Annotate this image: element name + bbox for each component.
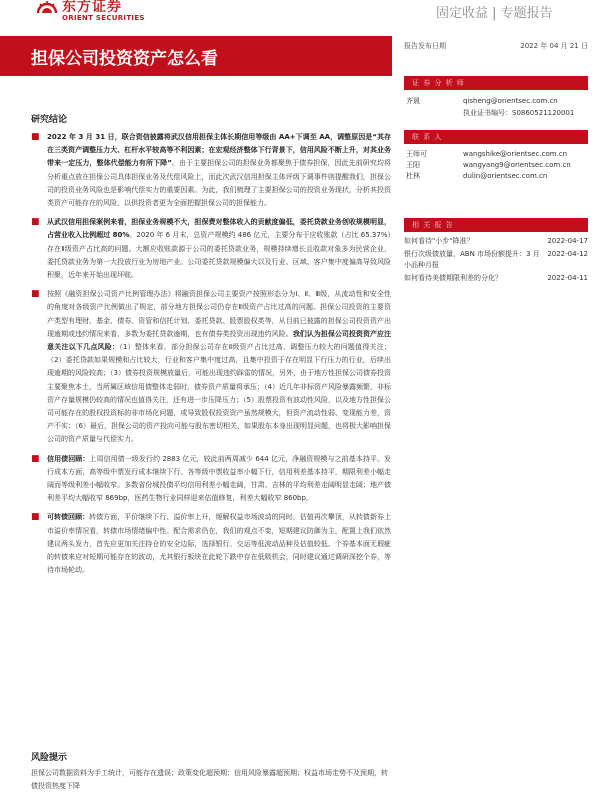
summary-paragraph-4: ■ 信用债回顾：上周信用债一级发行约 2883 亿元，较此前两周减少 644 亿元，净融资规模与之前基本持平。发行成本方面，高等级中票发行成本继续下行。各等级中票收益率小幅下行，信用利差基本持平，期限利差小幅走阔而等级利差小幅收窄。多数省份城投债平均信用利差小幅走阔，甘肃、吉林的平均利差走阔明显走阔；地产债利差平均大幅收窄 869bp，医药生物行业同样迎来估值修复，利差大幅收窄 860bp。	[31, 453, 392, 503]
risk-heading: 风险提示	[31, 753, 68, 763]
analyst-email[interactable]: qisheng@orientsec.com.cn	[463, 97, 558, 105]
contact-item	[404, 160, 588, 171]
report-date-label: 报告发布日期	[404, 42, 446, 50]
analyst-header: 证 券 分 析 师	[404, 76, 588, 90]
related-reports-box	[404, 218, 588, 284]
summary-paragraph-3: ■ 按照《融资担保公司资产比例管理办法》将融资担保公司主要资产按照形态分为Ⅰ、Ⅱ、Ⅲ级，从流动性和安全性的角度对各级资产比例做出了规定，部分地方担保公司仍存在Ⅱ级资产占比过高的问题。担保公司投资的主要资产类型有理财、基金、债券、资管和信托计划、委托贷款、股票股权类等，从目前已披露的担保公司投资资产出现逾期或违约情况来看，多数为委托贷款逾期，也有债券类投资出现违约风险。我们认为担保公司投资资产应注意关注以下几点风险：（1）整体来看，部分担保公司存在Ⅱ级资产占比过高、调整压力较大的问题值得关注；（2）委托贷款如果规模和占比较大，行业和客户集中度过高，且集中投资于存在明显下行压力的行业，后续出现逾期的风险较高；（3）债券投资规模放量后，可能出现违约踩雷的情况，另外，由于地方性担保公司债券投资主要聚焦本土，当所属区域信用债整体走弱时，债券资产质量将承压；（4）近几年非标资产风险暴露频繁，非标资产存量规模仍较高的情况也值得关注，还有进一步压降压力；（5）股票投资有波动性风险，以及地方性担保公司可能存在的股权投资标的非市场化问题，或导致股权投资资产虽然规模大，但资产流动性弱、变现能力差，资产不实；（6）最后，担保公司的资产投向可能与股东密切相关，如果股东本身出现明显问题，也将极大影响担保公司的资产质量与代偿实力。	[31, 289, 392, 444]
contacts-header: 联 系 人	[404, 130, 588, 144]
contact-name: 王阳	[406, 161, 420, 169]
report-category: 固定收益 | 专题报告	[436, 6, 553, 21]
bullet-square-icon: ■	[31, 217, 40, 228]
summary-paragraph-2: ■ 从武汉信用担保案例来看，担保业务规模不大，担保费对整体收入的贡献度偏低，委托贷款业务创收规模明显，占营业收入比例超过 80%。2020 年 6 月末，总资产规模约 486 亿元，主要分布于应收账款（占比 65.37%）存在Ⅱ级资产占比高的问题。大额应收账款源于公司的委托贷款业务，规模持续增长且收款对象多为民营企业，委托贷款业务为第一大投放行业为房地产业。公司委托贷款规模偏大以及行业、区域、客户集中度偏高导致风险积聚，近年来开始出现坏账。	[31, 217, 391, 280]
related-report-title[interactable]: 如何看待美债期限利差的分化？	[404, 274, 502, 282]
bullet-square-icon: ■	[31, 289, 40, 300]
related-report-date: 2022-04-11	[547, 274, 588, 282]
related-report-item[interactable]	[404, 249, 588, 271]
contacts-box	[404, 130, 588, 182]
report-date-value: 2022 年 04 月 21 日	[520, 42, 588, 50]
summary-body	[31, 131, 391, 578]
bullet-square-icon: ■	[31, 453, 40, 464]
contact-email[interactable]: dulin@orientsec.com.cn	[463, 172, 548, 180]
analyst-name: 齐晟	[406, 97, 420, 105]
related-report-item[interactable]	[404, 236, 588, 247]
summary-heading: 研究结论	[31, 115, 68, 125]
report-date-row	[404, 41, 588, 51]
orient-securities-logo	[36, 0, 145, 22]
analyst-certificate: 执业证书编号：S0860521120001	[463, 108, 575, 117]
analyst-entry	[404, 96, 588, 119]
contact-item	[404, 149, 588, 160]
related-report-date: 2022-04-17	[547, 237, 588, 245]
analyst-box	[404, 76, 588, 119]
related-report-item[interactable]	[404, 273, 588, 284]
report-title: 担保公司投资资产怎么看	[31, 49, 218, 69]
summary-paragraph-5: ■ 可转债回顾：转债方面，平价继续下行、溢价率上升，缓解权益市场波动的同时，估值再次攀顶，从转债新券上市溢价率情况看，转债市场情绪偏中性。配合需求仍在，我们的观点不变，短期建议防御为主，配置上我们依然建议两头发力，首先应更加关注持仓的安全边际，选择银行、交运等低波动品种及估值较低、个券基本面无瑕疵的转债来应对短期可能存在的波动，尤其银行板块在此轮下跌中存在低吸机会，同时建议通过调研深挖个券，等待市场轮动。	[31, 512, 391, 575]
page-header	[0, 0, 600, 28]
sun-logo-icon	[36, 0, 58, 14]
contact-email[interactable]: wangyang9@orientsec.com.cn	[463, 161, 571, 169]
bullet-square-icon: ■	[31, 512, 40, 523]
title-banner	[0, 36, 392, 76]
contact-name: 杜林	[406, 172, 420, 180]
related-report-title[interactable]: 银行次级债放量，ABN 市场份额提升：3 月小品种月报	[404, 250, 540, 269]
related-report-date: 2022-04-12	[547, 250, 588, 258]
contact-name: 王师可	[406, 150, 427, 158]
bullet-square-icon: ■	[31, 132, 40, 142]
contact-email[interactable]: wangshike@orientsec.com.cn	[463, 150, 568, 158]
summary-paragraph-1: ■ 2022 年 3 月 31 日，联合资信披露将武汉信用担保主体长期信用等级由 AA+下调至 AA，调整原因是“其存在三类资产调整压力大、杠杆水平较高等不利因素；在宏观经济整体下行背景下，信用风险不断上升，对其业务带来一定压力，整体代偿能力有所下降”。由于主要担保公司的担保业务都聚焦于债券担保，因此先前研究均将分析重点放在担保公司具体担保业务及代偿风险上，而此次武汉信用担保主体评级下调事件则提醒我们，担保公司的投资业务风险也是影响代偿实力的重要因素。为此，我们梳理了主要担保公司的投资业务现状，分析其投资类资产可能存在的风险，以供投资者更为全面把握担保公司的担保能力。	[31, 132, 392, 208]
logo-text-en: ORIENT SECURITIES	[62, 14, 145, 22]
contact-item	[404, 171, 588, 182]
related-reports-header: 相 关 报 告	[404, 218, 588, 232]
logo-text-cn: 东方证券	[62, 0, 122, 15]
risk-text: 担保公司数据资料为手工统计，可能存在遗误；政策变化超预期；信用风险暴露超预期；权益市场走势不及预期，转债投资热度下降	[31, 769, 388, 791]
related-report-title[interactable]: 如何看待"小步"降准？	[404, 237, 474, 245]
